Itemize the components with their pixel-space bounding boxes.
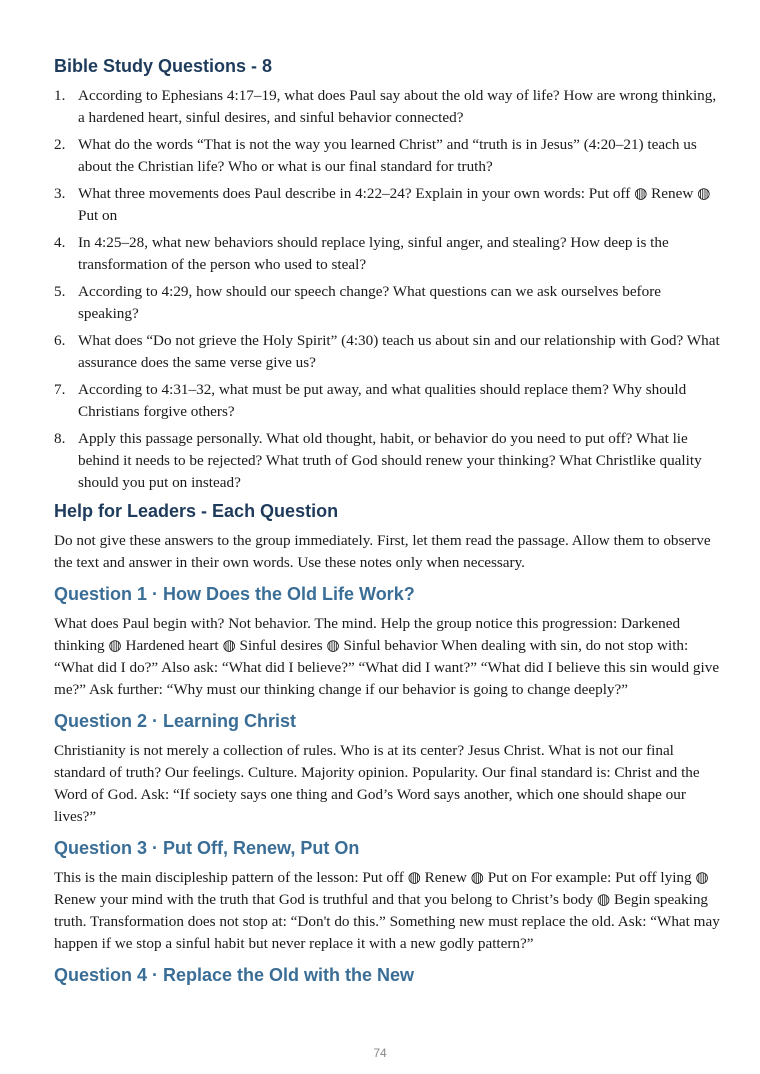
item-text: According to Ephesians 4:17–19, what does Paul say about the old way of life? How are wrong thinking, a hardened heart, sinful desires, and sinful behavior connected? xyxy=(78,87,717,126)
item-number: 1. xyxy=(54,87,66,104)
list-item xyxy=(54,330,722,374)
item-text: According to 4:31–32, what must be put away, and what qualities should replace them? Why should Christians forgive others? xyxy=(78,381,687,420)
question-1-heading: Question 1 · How Does the Old Life Work? xyxy=(54,584,415,604)
question-4-heading: Question 4 · Replace the Old with the New xyxy=(54,965,415,985)
leaders-intro-paragraph: Do not give these answers to the group immediately. First, let them read the passage. Allow them to observe the text and answer in their own words. Use these notes only when necessary. xyxy=(54,532,711,571)
question-3-heading: Question 3 · Put Off, Renew, Put On xyxy=(54,838,360,858)
list-item xyxy=(54,232,722,276)
question-list xyxy=(54,85,722,494)
list-item xyxy=(54,379,722,423)
list-item xyxy=(54,134,722,178)
list-item xyxy=(54,281,722,325)
page-number: 74 xyxy=(373,1046,387,1060)
item-text: Apply this passage personally. What old thought, habit, or behavior do you need to put off? What lie behind it needs to be rejected? What truth of God should renew your thinking? What Christlike quality should you put on instead? xyxy=(78,430,702,491)
question-2-heading: Question 2 · Learning Christ xyxy=(54,711,297,731)
item-number: 4. xyxy=(54,234,66,251)
page xyxy=(54,0,722,986)
item-number: 6. xyxy=(54,332,66,349)
section-title-help-for-leaders: Help for Leaders - Each Question xyxy=(54,501,339,521)
question-2-body: Christianity is not merely a collection of rules. Who is at its center? Jesus Christ. What is not our final standard of truth? Our feelings. Culture. Majority opinion. Popularity. Our final standard is: Christ and the Word of God. Ask: “If society says one thing and God’s Word says another, which one should shape our lives?” xyxy=(54,742,700,825)
item-text: What three movements does Paul describe in 4:22–24? Explain in your own words: Put off ◍ Renew ◍ Put on xyxy=(78,185,711,224)
item-number: 8. xyxy=(54,430,66,447)
question-3-body: This is the main discipleship pattern of the lesson: Put off ◍ Renew ◍ Put on For example: Put off lying ◍ Renew your mind with the truth that God is truthful and that you belong to Christ’s body ◍ Begin speaking truth. Transformation does not stop at: “Don't do this.” Something new must replace the old. Ask: “What may happen if we stop a sinful habit but never replace it with a new godly pattern?” xyxy=(54,869,720,952)
item-number: 5. xyxy=(54,283,66,300)
item-text: According to 4:29, how should our speech change? What questions can we ask ourselves before speaking? xyxy=(78,283,662,322)
section-title-study-questions: Bible Study Questions - 8 xyxy=(54,56,273,76)
item-number: 7. xyxy=(54,381,66,398)
item-text: What do the words “That is not the way you learned Christ” and “truth is in Jesus” (4:20–21) teach us about the Christian life? Who or what is our final standard for truth? xyxy=(78,136,697,175)
item-number: 3. xyxy=(54,185,66,202)
item-text: What does “Do not grieve the Holy Spirit” (4:30) teach us about sin and our relationship with God? What assurance does the same verse give us? xyxy=(78,332,720,371)
list-item xyxy=(54,85,722,129)
list-item xyxy=(54,428,722,494)
list-item xyxy=(54,183,722,227)
item-number: 2. xyxy=(54,136,66,153)
question-1-body: What does Paul begin with? Not behavior. The mind. Help the group notice this progression: Darkened thinking ◍ Hardened heart ◍ Sinful desires ◍ Sinful behavior When dealing with sin, do not stop with: “What did I do?” Also ask: “What did I believe?” “What did I want?” “What did I believe this sin would give me?” Ask further: “Why must our thinking change if our behavior is going to change deeply?” xyxy=(54,615,720,698)
item-text: In 4:25–28, what new behaviors should replace lying, sinful anger, and stealing? How deep is the transformation of the person who used to steal? xyxy=(78,234,669,273)
